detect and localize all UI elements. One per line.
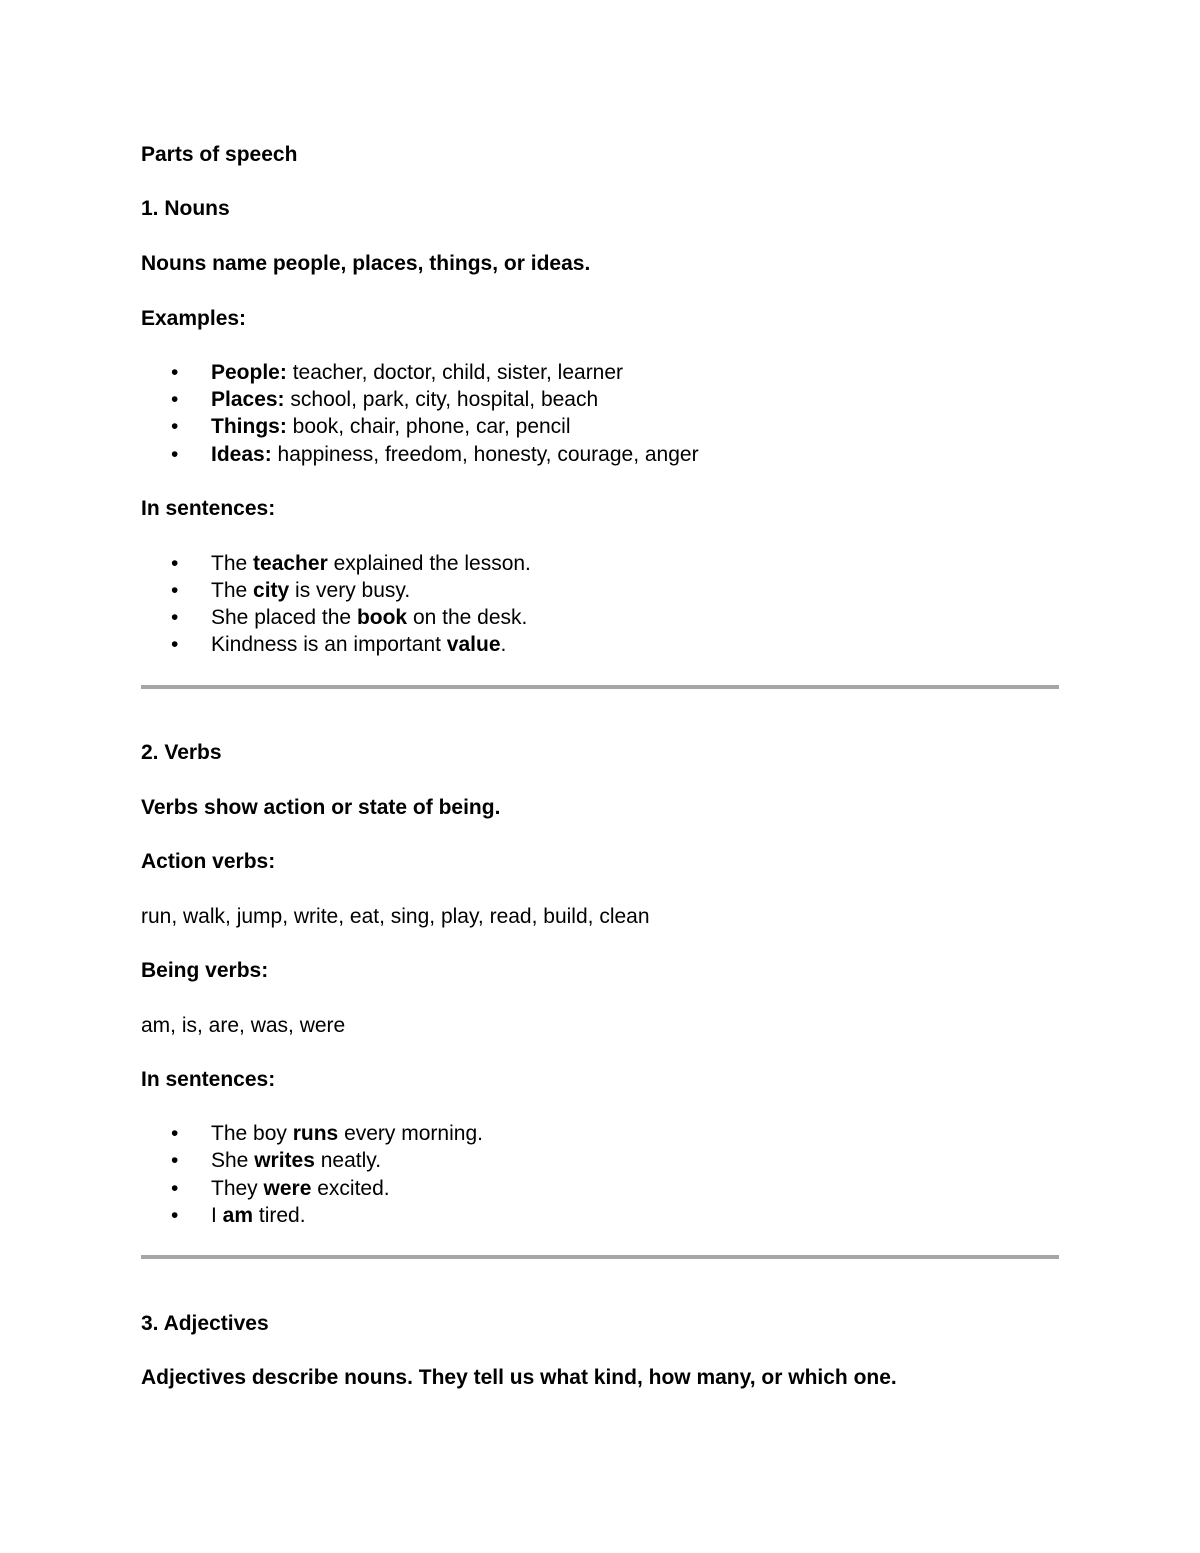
sentence-text: Kindness is an important bbox=[211, 633, 447, 656]
sentence-text: tired. bbox=[253, 1204, 306, 1227]
bullet-icon: • bbox=[171, 361, 179, 384]
bullet-icon: • bbox=[171, 1204, 179, 1227]
example-category: Things: bbox=[211, 415, 287, 438]
example-category: Places: bbox=[211, 388, 285, 411]
action-verbs-list: run, walk, jump, write, eat, sing, play, read, build, clean bbox=[141, 905, 650, 928]
example-words: teacher, doctor, child, sister, learner bbox=[286, 361, 624, 384]
sentence-text: The bbox=[211, 579, 254, 602]
verbs-heading: 2. Verbs bbox=[141, 741, 222, 764]
adjectives-heading: 3. Adjectives bbox=[141, 1312, 269, 1335]
sentence-text: . bbox=[500, 633, 507, 656]
being-verbs-label: Being verbs: bbox=[141, 959, 269, 982]
example-words: happiness, freedom, honesty, courage, anger bbox=[271, 443, 699, 466]
bullet-icon: • bbox=[171, 1122, 179, 1145]
nouns-sentences-label: In sentences: bbox=[141, 497, 276, 520]
bullet-icon: • bbox=[171, 1149, 179, 1172]
sentence-text: I bbox=[211, 1204, 223, 1227]
document-title: Parts of speech bbox=[141, 143, 298, 166]
nouns-examples-label: Examples: bbox=[141, 307, 247, 330]
highlighted-word: teacher bbox=[253, 552, 328, 575]
bullet-icon: • bbox=[171, 443, 179, 466]
bullet-icon: • bbox=[171, 415, 179, 438]
highlighted-word: value bbox=[446, 633, 501, 656]
highlighted-word: runs bbox=[292, 1122, 339, 1145]
sentence-text: She placed the bbox=[211, 606, 357, 629]
example-category: People: bbox=[211, 361, 287, 384]
nouns-heading: 1. Nouns bbox=[141, 197, 230, 220]
example-words: school, park, city, hospital, beach bbox=[284, 388, 599, 411]
highlighted-word: city bbox=[253, 579, 290, 602]
sentence-text: The bbox=[211, 552, 254, 575]
section-divider bbox=[141, 1255, 1059, 1259]
verbs-definition: Verbs show action or state of being. bbox=[141, 796, 501, 819]
sentence-text: She bbox=[211, 1149, 255, 1172]
verbs-sentences-label: In sentences: bbox=[141, 1068, 276, 1091]
sentence-text: explained the lesson. bbox=[327, 552, 531, 575]
bullet-icon: • bbox=[171, 1177, 179, 1200]
bullet-icon: • bbox=[171, 552, 179, 575]
example-category: Ideas: bbox=[211, 443, 272, 466]
being-verbs-list: am, is, are, was, were bbox=[141, 1014, 346, 1037]
action-verbs-label: Action verbs: bbox=[141, 850, 276, 873]
highlighted-word: book bbox=[356, 606, 408, 629]
sentence-text: The boy bbox=[211, 1122, 293, 1145]
sentence-text: They bbox=[211, 1177, 264, 1200]
highlighted-word: am bbox=[222, 1204, 254, 1227]
section-divider bbox=[141, 685, 1059, 689]
highlighted-word: were bbox=[263, 1177, 312, 1200]
sentence-text: every morning. bbox=[338, 1122, 483, 1145]
sentence-text: is very busy. bbox=[289, 579, 411, 602]
adjectives-definition: Adjectives describe nouns. They tell us what kind, how many, or which one. bbox=[141, 1366, 897, 1389]
bullet-icon: • bbox=[171, 606, 179, 629]
bullet-icon: • bbox=[171, 633, 179, 656]
example-words: book, chair, phone, car, pencil bbox=[286, 415, 571, 438]
bullet-icon: • bbox=[171, 579, 179, 602]
sentence-text: neatly. bbox=[314, 1149, 382, 1172]
sentence-text: on the desk. bbox=[407, 606, 528, 629]
highlighted-word: writes bbox=[254, 1149, 315, 1172]
nouns-definition: Nouns name people, places, things, or ideas. bbox=[141, 252, 591, 275]
bullet-icon: • bbox=[171, 388, 179, 411]
sentence-text: excited. bbox=[311, 1177, 390, 1200]
